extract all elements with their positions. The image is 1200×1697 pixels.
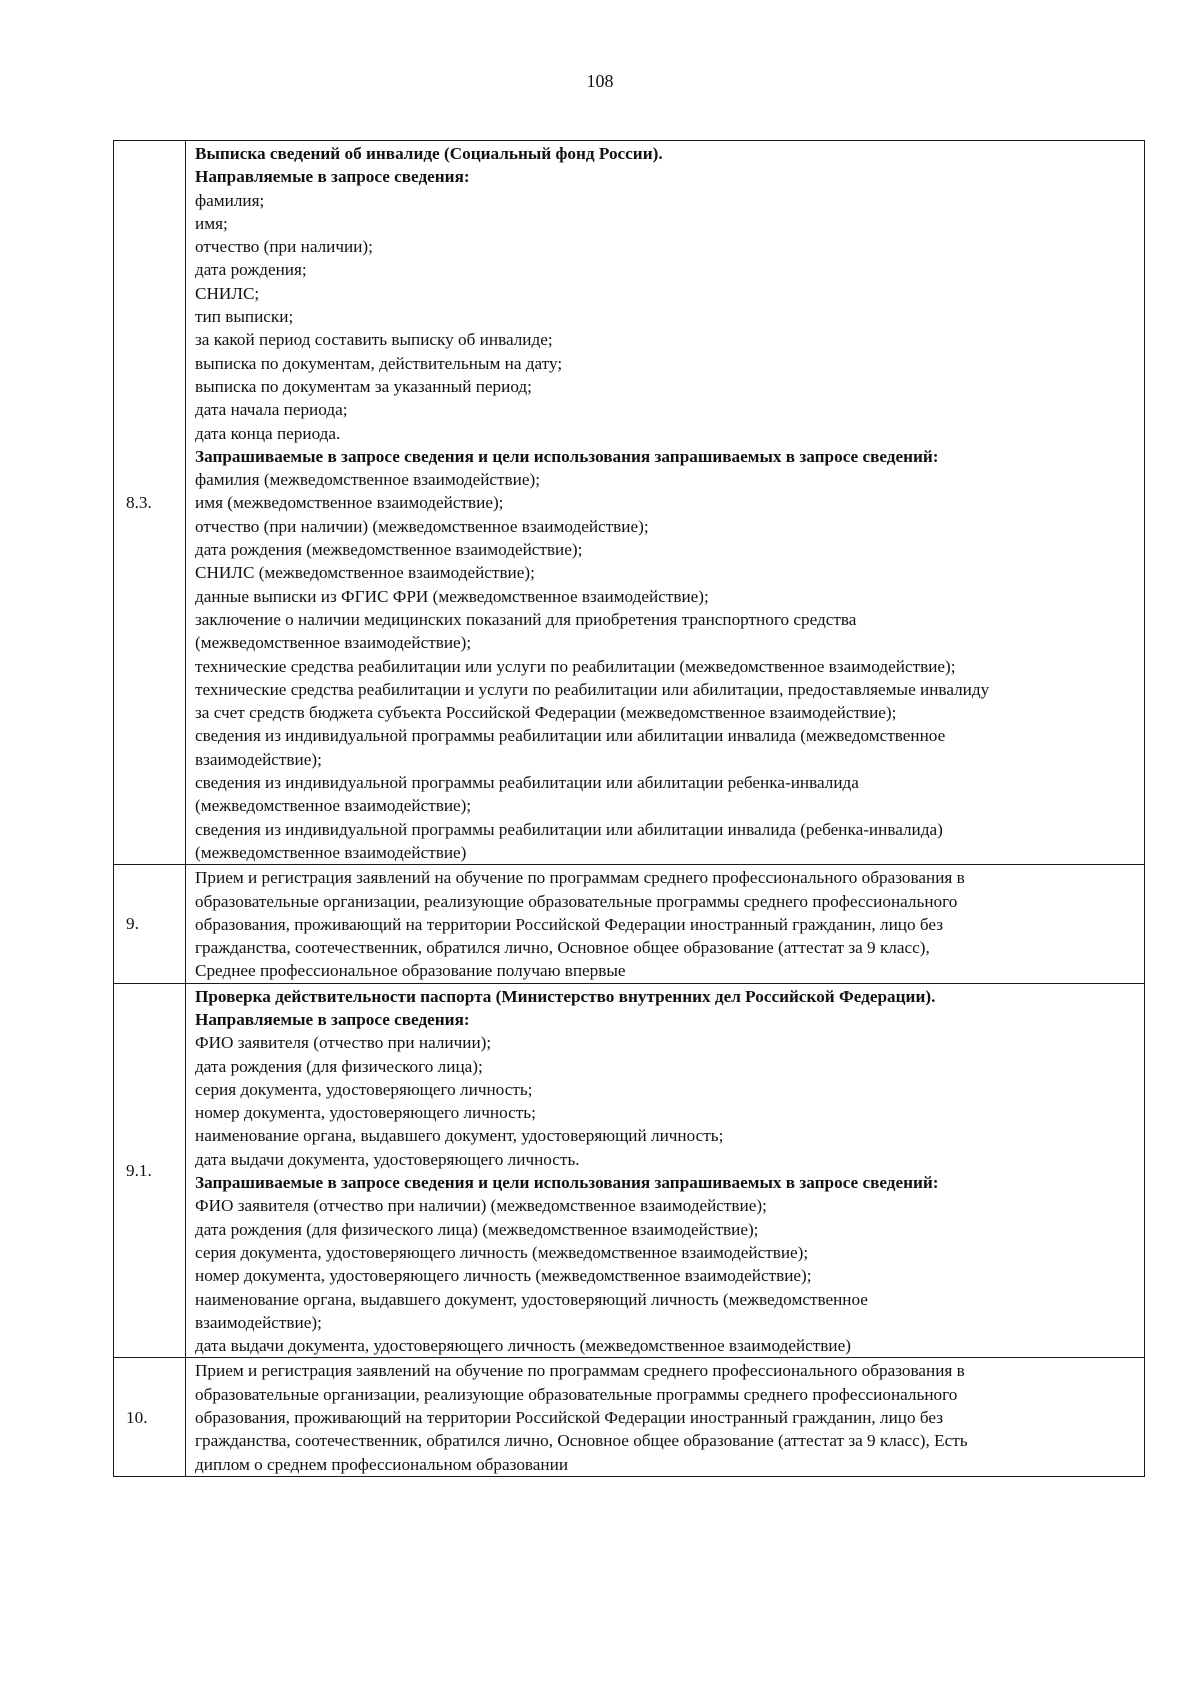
text-line: сведения из индивидуальной программы реабилитации или абилитации инвалида (ребенка-инвалида)	[195, 819, 943, 839]
text-line: Среднее профессиональное образование получаю впервые	[195, 961, 626, 981]
row-content	[186, 865, 1145, 983]
section-heading: Направляемые в запросе сведения:	[195, 167, 470, 187]
text-line: имя;	[195, 213, 228, 233]
text-line: ФИО заявителя (отчество при наличии);	[195, 1033, 492, 1053]
section-heading: Направляемые в запросе сведения:	[195, 1009, 470, 1029]
row-number: 9.	[114, 865, 186, 983]
table-row	[114, 1358, 1145, 1476]
text-line: гражданства, соотечественник, обратился лично, Основное общее образование (аттестат за 9 класс),	[195, 938, 930, 958]
text-line: дата рождения (для физического лица) (межведомственное взаимодействие);	[195, 1219, 759, 1239]
text-line: серия документа, удостоверяющего личность;	[195, 1079, 533, 1099]
row-number: 10.	[114, 1358, 186, 1476]
text-line: Прием и регистрация заявлений на обучение по программам среднего профессионального образования в	[195, 1361, 965, 1381]
table-body	[114, 141, 1145, 1477]
text-line: за какой период составить выписку об инвалиде;	[195, 330, 553, 350]
text-line: выписка по документам, действительным на дату;	[195, 353, 563, 373]
text-line: (межведомственное взаимодействие)	[195, 842, 467, 862]
text-line: диплом о среднем профессиональном образовании	[195, 1454, 569, 1474]
text-line: отчество (при наличии);	[195, 237, 373, 257]
text-line: образовательные организации, реализующие образовательные программы среднего профессионального	[195, 891, 958, 911]
row-number: 8.3.	[114, 141, 186, 865]
row-content	[186, 983, 1145, 1358]
row-content	[186, 1358, 1145, 1476]
text-line: дата выдачи документа, удостоверяющего личность.	[195, 1149, 580, 1169]
text-line: (межведомственное взаимодействие);	[195, 796, 472, 816]
text-line: гражданства, соотечественник, обратился лично, Основное общее образование (аттестат за 9 класс), Есть	[195, 1431, 968, 1451]
text-line: технические средства реабилитации или услуги по реабилитации (межведомственное взаимодействие);	[195, 656, 956, 676]
text-line: отчество (при наличии) (межведомственное взаимодействие);	[195, 516, 649, 536]
text-line: сведения из индивидуальной программы реабилитации или абилитации инвалида (межведомственное	[195, 726, 946, 746]
text-line: наименование органа, выдавшего документ, удостоверяющий личность (межведомственное	[195, 1289, 868, 1309]
text-line: дата рождения (для физического лица);	[195, 1056, 483, 1076]
text-line: серия документа, удостоверяющего личность (межведомственное взаимодействие);	[195, 1242, 809, 1262]
text-line: фамилия;	[195, 190, 265, 210]
text-line: дата начала периода;	[195, 400, 348, 420]
text-line: фамилия (межведомственное взаимодействие);	[195, 470, 540, 490]
text-line: заключение о наличии медицинских показаний для приобретения транспортного средства	[195, 609, 857, 629]
text-line: Прием и регистрация заявлений на обучение по программам среднего профессионального образования в	[195, 868, 965, 888]
text-line: выписка по документам за указанный период;	[195, 376, 532, 396]
text-line: сведения из индивидуальной программы реабилитации или абилитации ребенка-инвалида	[195, 773, 859, 793]
text-line: образовательные организации, реализующие образовательные программы среднего профессионального	[195, 1384, 958, 1404]
text-line: ФИО заявителя (отчество при наличии) (межведомственное взаимодействие);	[195, 1196, 767, 1216]
page-number: 108	[586, 71, 614, 91]
section-heading: Запрашиваемые в запросе сведения и цели использования запрашиваемых в запросе сведений:	[195, 1173, 939, 1193]
services-table	[113, 140, 1145, 1477]
text-line: за счет средств бюджета субъекта Российской Федерации (межведомственное взаимодействие);	[195, 703, 897, 723]
text-line: имя (межведомственное взаимодействие);	[195, 493, 504, 513]
section-heading: Выписка сведений об инвалиде (Социальный фонд России).	[195, 144, 663, 163]
section-heading: Проверка действительности паспорта (Министерство внутренних дел Российской Федерации).	[195, 986, 936, 1006]
text-line: дата рождения (межведомственное взаимодействие);	[195, 540, 583, 560]
text-line: СНИЛС (межведомственное взаимодействие);	[195, 563, 535, 583]
text-line: данные выписки из ФГИС ФРИ (межведомственное взаимодействие);	[195, 586, 709, 606]
text-line: образования, проживающий на территории Российской Федерации иностранный гражданин, лицо без	[195, 1408, 943, 1428]
text-line: наименование органа, выдавшего документ, удостоверяющий личность;	[195, 1126, 724, 1146]
section-heading: Запрашиваемые в запросе сведения и цели использования запрашиваемых в запросе сведений:	[195, 446, 939, 466]
text-line: дата рождения;	[195, 260, 307, 280]
text-line: взаимодействие);	[195, 749, 322, 769]
text-line: номер документа, удостоверяющего личность (межведомственное взаимодействие);	[195, 1266, 812, 1286]
text-line: (межведомственное взаимодействие);	[195, 633, 472, 653]
text-line: номер документа, удостоверяющего личность;	[195, 1103, 536, 1123]
text-line: дата выдачи документа, удостоверяющего личность (межведомственное взаимодействие)	[195, 1336, 851, 1356]
table-row	[114, 141, 1145, 865]
text-line: дата конца периода.	[195, 423, 341, 443]
text-line: образования, проживающий на территории Российской Федерации иностранный гражданин, лицо без	[195, 914, 943, 934]
text-line: взаимодействие);	[195, 1312, 322, 1332]
text-line: СНИЛС;	[195, 283, 260, 303]
row-number: 9.1.	[114, 983, 186, 1358]
table-row	[114, 865, 1145, 983]
text-line: технические средства реабилитации и услуги по реабилитации или абилитации, предоставляемые инвалиду	[195, 679, 990, 699]
row-content	[186, 141, 1145, 865]
table-row	[114, 983, 1145, 1358]
text-line: тип выписки;	[195, 307, 294, 327]
